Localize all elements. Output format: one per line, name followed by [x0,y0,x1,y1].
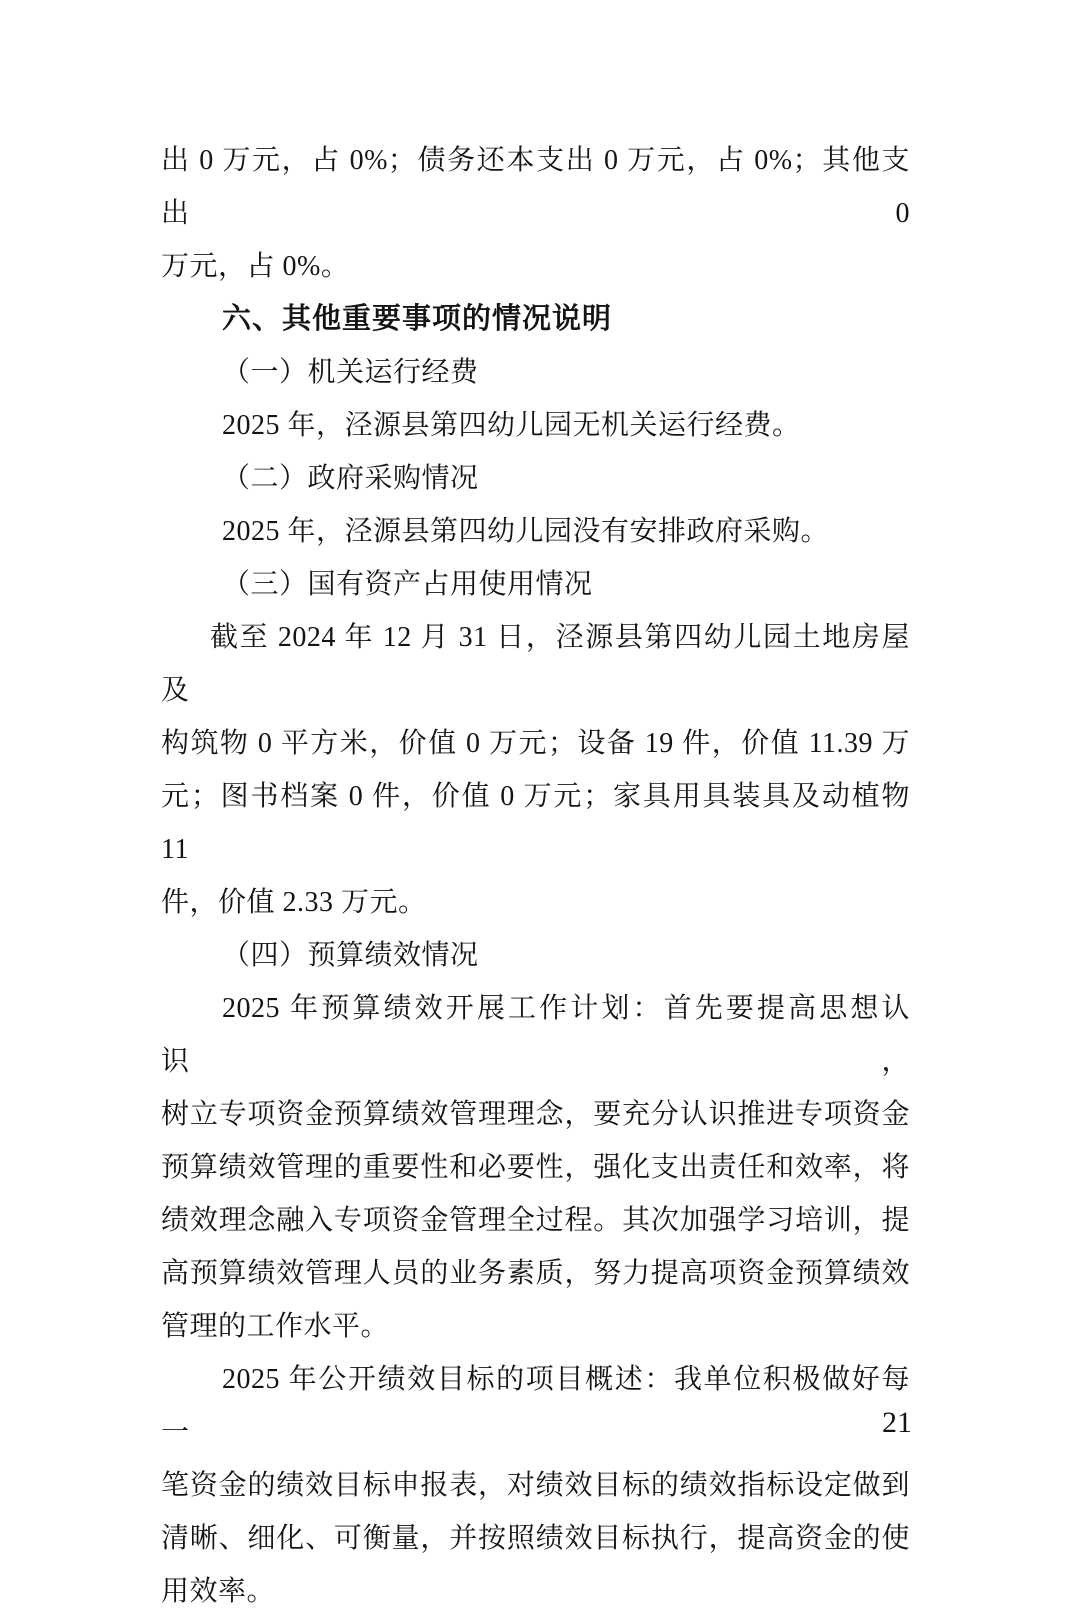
paragraph-line: 绩效理念融入专项资金管理全过程。其次加强学习培训，提 [161,1205,910,1236]
paragraph-continuation-line: 出 0 万元，占 0%；债务还本支出 0 万元，占 0%；其他支出 0 [161,145,910,229]
paragraph-line: 构筑物 0 平方米，价值 0 万元；设备 19 件，价值 11.39 万 [161,728,910,759]
subsection-4-heading: （四）预算绩效情况 [222,940,479,971]
paragraph-line: 件，价值 2.33 万元。 [161,887,427,918]
subsection-3-heading: （三）国有资产占用使用情况 [222,569,593,600]
text-block [161,134,910,1618]
paragraph-line: 2025 年预算绩效开展工作计划：首先要提高思想认识， [161,993,910,1077]
page-number: 21 [882,1406,912,1439]
paragraph-continuation-line: 万元，占 0%。 [161,251,350,282]
subsection-2-heading: （二）政府采购情况 [222,463,479,494]
paragraph-line: 用效率。 [161,1576,276,1607]
paragraph-line: 高预算绩效管理人员的业务素质，努力提高项资金预算绩效 [161,1258,910,1289]
paragraph-line: 管理的工作水平。 [161,1311,390,1342]
paragraph-line: 树立专项资金预算绩效管理理念，要充分认识推进专项资金 [161,1099,910,1130]
paragraph-line: 清晰、细化、可衡量，并按照绩效目标执行，提高资金的使 [161,1523,910,1554]
section-heading: 六、其他重要事项的情况说明 [222,303,613,335]
paragraph-line: 截至 2024 年 12 月 31 日，泾源县第四幼儿园土地房屋及 [161,622,910,706]
subsection-1-heading: （一）机关运行经费 [222,357,479,388]
paragraph-line: 2025 年公开绩效目标的项目概述：我单位积极做好每一 [161,1364,910,1448]
paragraph-line: 2025 年，泾源县第四幼儿园无机关运行经费。 [222,410,801,441]
paragraph-line: 元；图书档案 0 件，价值 0 万元；家具用具装具及动植物 11 [161,781,910,865]
paragraph-line: 笔资金的绩效目标申报表，对绩效目标的绩效指标设定做到 [161,1470,910,1501]
paragraph-line: 预算绩效管理的重要性和必要性，强化支出责任和效率，将 [161,1152,910,1183]
paragraph-line: 2025 年，泾源县第四幼儿园没有安排政府采购。 [222,516,830,547]
